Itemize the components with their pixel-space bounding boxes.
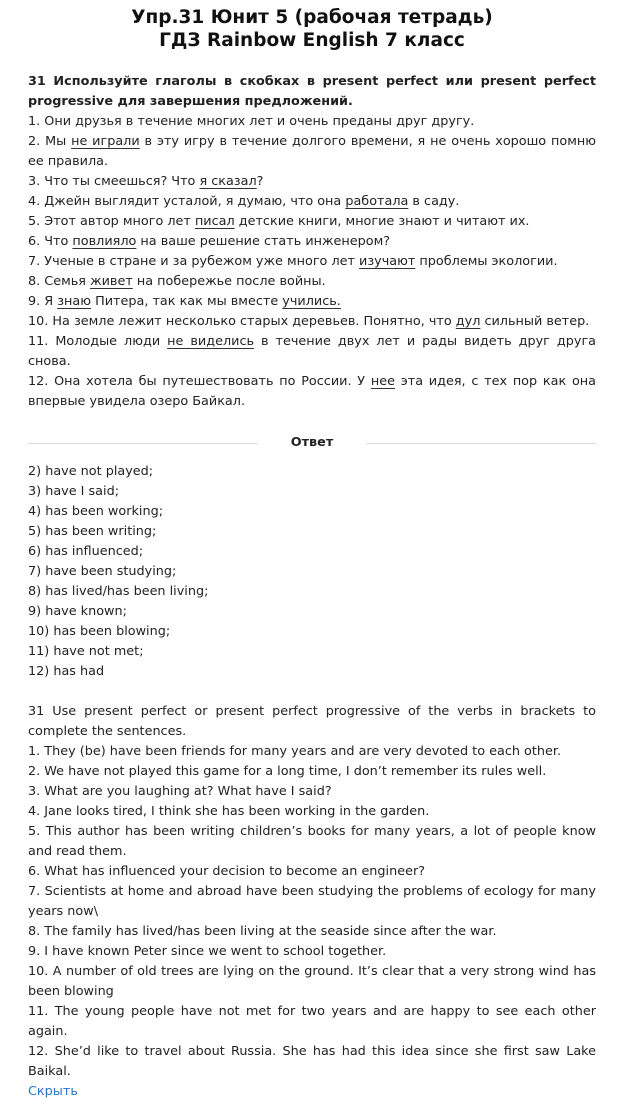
task-russian (28, 72, 596, 412)
sentence-text: в саду. (408, 194, 460, 209)
underlined-verb: не виделись (167, 334, 255, 349)
sentence-text: детские книги, многие знают и читают их. (234, 214, 530, 229)
answer-item: 10) has been blowing; (28, 624, 171, 639)
underlined-verb: живет (90, 274, 133, 289)
english-sentence-list (28, 742, 596, 1082)
sentence-text: 8. Семья (28, 274, 91, 289)
answer-item: 11) have not met; (28, 644, 144, 659)
underlined-verb: учились. (282, 294, 341, 309)
answer-item: 9) have known; (28, 604, 127, 619)
english-sentence: 2. We have not played this game for a long time, I don’t remember its rules well. (28, 764, 547, 779)
page (28, 6, 596, 1102)
task-sentence (28, 232, 596, 252)
answer-heading: Ответ (290, 435, 334, 450)
sentence-text: 12. Она хотела бы путешествовать по России. У (28, 374, 371, 389)
sentence-text: проблемы экологии. (415, 254, 558, 269)
task-sentence (28, 252, 596, 272)
sentence-text: на ваше решение стать инженером? (136, 234, 391, 249)
sentence-text: 4. Джейн выглядит усталой, я думаю, что она (28, 194, 346, 209)
sentence-text: ? (256, 174, 264, 189)
underlined-verb: знаю (57, 294, 92, 309)
answer-item: 12) has had (28, 664, 105, 679)
underlined-verb: дул (455, 314, 481, 329)
task-instruction: 31 Используйте глаголы в скобках в present perfect или present perfect progressive для завершения предложений. (28, 74, 596, 109)
answer-item: 5) has been writing; (28, 524, 157, 539)
underlined-verb: не играли (71, 134, 140, 149)
underlined-verb: я сказал (199, 174, 257, 189)
title-line-2: ГДЗ Rainbow English 7 класс (159, 30, 465, 51)
english-sentence: 1. They (be) have been friends for many years and are very devoted to each other. (28, 744, 562, 759)
english-sentence: 4. Jane looks tired, I think she has been working in the garden. (28, 804, 430, 819)
answer-list (28, 462, 596, 682)
task-sentence-list (28, 112, 596, 412)
english-sentence: 11. The young people have not met for two years and are happy to see each other again. (28, 1004, 596, 1039)
answer-divider (28, 433, 596, 453)
divider-line-right (366, 443, 596, 444)
page-title (28, 6, 596, 52)
answer-item: 8) has lived/has been living; (28, 584, 209, 599)
sentence-text: Питера, так как мы вместе (91, 294, 283, 309)
hide-link[interactable]: Скрыть (28, 1084, 78, 1099)
answer-item: 6) has influenced; (28, 544, 144, 559)
title-line-1: Упр.31 Юнит 5 (рабочая тетрадь) (131, 7, 493, 28)
sentence-text: 2. Мы (28, 134, 72, 149)
answer-item: 3) have I said; (28, 484, 120, 499)
sentence-text: 6. Что (28, 234, 73, 249)
answer-item: 4) has been working; (28, 504, 164, 519)
sentence-text: 5. Этот автор много лет (28, 214, 195, 229)
sentence-text: 10. На земле лежит несколько старых деревьев. Понятно, что (28, 314, 456, 329)
english-sentence: 8. The family has lived/has been living at the seaside since after the war. (28, 924, 497, 939)
underlined-verb: писал (194, 214, 235, 229)
task-sentence (28, 212, 596, 232)
underlined-verb: изучают (359, 254, 416, 269)
answer-item: 7) have been studying; (28, 564, 177, 579)
english-sentence: 6. What has influenced your decision to become an engineer? (28, 864, 426, 879)
sentence-text: 3. Что ты смеешься? Что (28, 174, 200, 189)
english-sentence: 7. Scientists at home and abroad have been studying the problems of ecology for many years now\ (28, 884, 596, 919)
task-sentence (28, 172, 596, 192)
sentence-text: в эту игру в течение долгого времени, я не очень хорошо помню ее правила. (28, 134, 596, 169)
english-sentence: 9. I have known Peter since we went to school together. (28, 944, 387, 959)
task-sentence (28, 372, 596, 412)
sentence-text: сильный ветер. (480, 314, 590, 329)
task-sentence (28, 272, 596, 292)
sentence-text: на побережье после войны. (132, 274, 326, 289)
english-instruction: 31 Use present perfect or present perfect progressive of the verbs in brackets to complete the sentences. (28, 704, 596, 739)
answer-item: 2) have not played; (28, 464, 154, 479)
task-sentence (28, 312, 596, 332)
task-sentence (28, 292, 596, 312)
sentence-text: 1. Они друзья в течение многих лет и очень преданы друг другу. (28, 114, 475, 129)
english-sentence: 10. A number of old trees are lying on the ground. It’s clear that a very strong wind has been blowing (28, 964, 596, 999)
underlined-verb: работала (345, 194, 409, 209)
sentence-text: 11. Молодые люди (28, 334, 168, 349)
sentence-text: 7. Ученые в стране и за рубежом уже много лет (28, 254, 360, 269)
sentence-text: 9. Я (28, 294, 58, 309)
task-english (28, 702, 596, 1102)
underlined-verb: повлияло (72, 234, 137, 249)
english-sentence: 12. She’d like to travel about Russia. She has had this idea since she first saw Lake Baikal. (28, 1044, 596, 1079)
underlined-verb: нее (370, 374, 395, 389)
english-sentence: 3. What are you laughing at? What have I said? (28, 784, 332, 799)
task-sentence (28, 332, 596, 372)
task-sentence (28, 192, 596, 212)
english-sentence: 5. This author has been writing children’s books for many years, a lot of people know and read them. (28, 824, 596, 859)
task-sentence (28, 112, 596, 132)
sentence-text: эта идея, с тех пор как она впервые увидела озеро Байкал. (28, 374, 596, 409)
sentence-text: в течение двух лет и рады видеть друг друга снова. (28, 334, 597, 369)
task-sentence (28, 132, 596, 172)
